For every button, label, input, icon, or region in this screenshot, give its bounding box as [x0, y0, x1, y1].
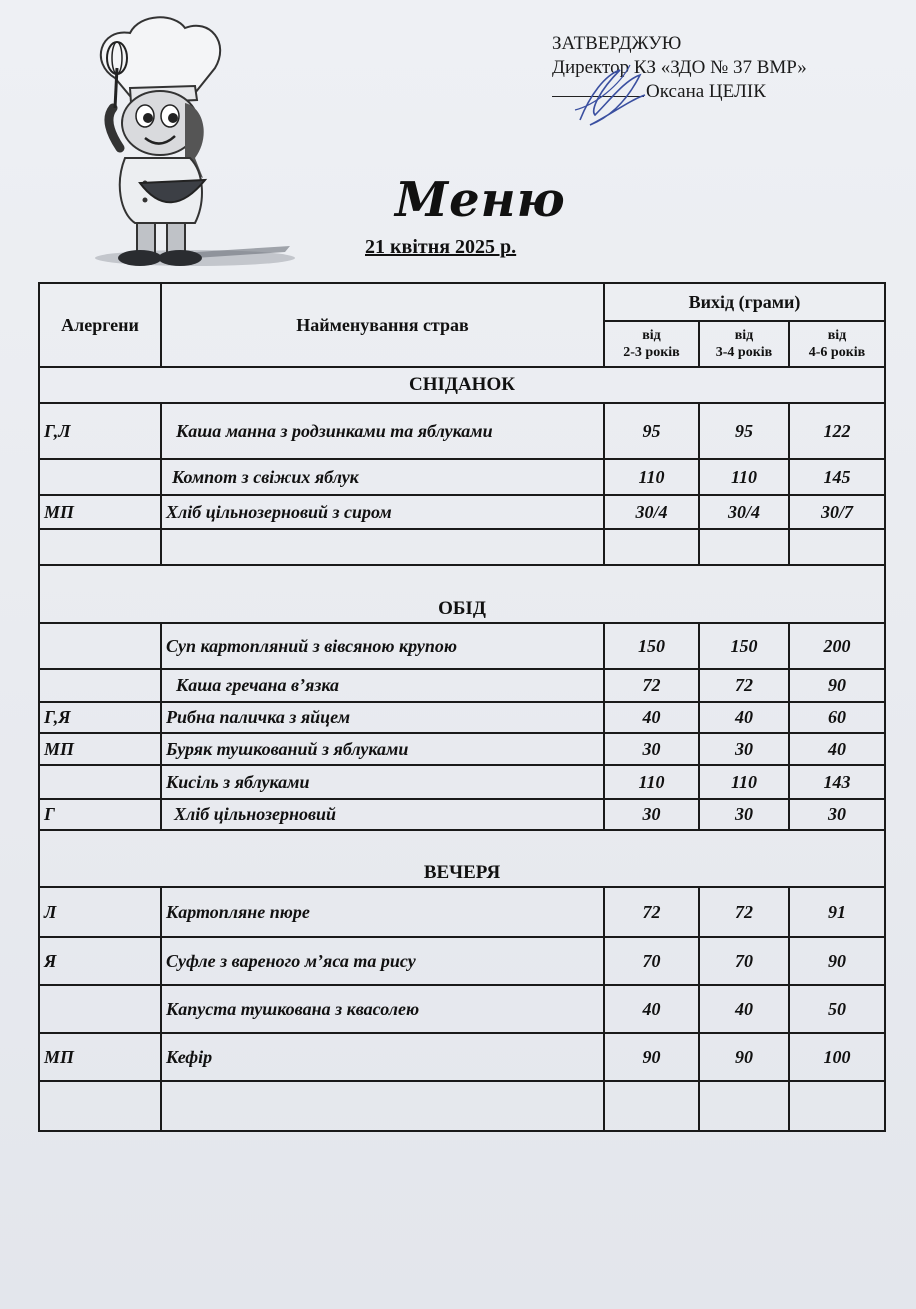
value-age-1: 110: [604, 765, 699, 799]
age-prefix: від: [827, 328, 847, 343]
allergen-cell: [39, 669, 161, 702]
age-prefix: від: [642, 328, 661, 343]
section-title-breakfast: СНІДАНОК: [39, 367, 885, 403]
value-age-1: 40: [604, 702, 699, 733]
value-age-3: 50: [789, 985, 885, 1033]
allergen-cell: Я: [39, 937, 161, 985]
value-age-2: [699, 529, 789, 565]
value-age-1: 95: [604, 403, 699, 459]
director-name: Оксана ЦЕЛІК: [646, 81, 766, 102]
value-age-3: 122: [789, 403, 885, 459]
value-age-2: [699, 1081, 789, 1131]
table-row: [39, 623, 885, 669]
dish-cell: Каша гречана в’язка: [161, 669, 604, 702]
value-age-2: 30: [699, 733, 789, 765]
value-age-3: 60: [789, 702, 885, 733]
value-age-3: 90: [789, 669, 885, 702]
value-age-1: 150: [604, 623, 699, 669]
allergen-cell: Л: [39, 887, 161, 937]
table-row: [39, 799, 885, 830]
table-row: [39, 887, 885, 937]
allergen-cell: [39, 765, 161, 799]
value-age-3: [789, 1081, 885, 1131]
section-title-dinner: ВЕЧЕРЯ: [39, 830, 885, 887]
dish-cell: Буряк тушкований з яблуками: [161, 733, 604, 765]
table-row: [39, 1033, 885, 1081]
dish-cell: Картопляне пюре: [161, 887, 604, 937]
header-age-2: [699, 321, 789, 367]
allergen-cell: [39, 985, 161, 1033]
table-row: [39, 459, 885, 495]
section-row-dinner: [39, 830, 885, 887]
header-output: Вихід (грами): [604, 283, 885, 321]
table-row: [39, 937, 885, 985]
section-row-lunch: [39, 565, 885, 623]
value-age-1: 70: [604, 937, 699, 985]
allergen-cell: [39, 623, 161, 669]
age-range: 3-4 років: [715, 345, 773, 360]
allergen-cell: МП: [39, 733, 161, 765]
value-age-2: 40: [699, 702, 789, 733]
value-age-3: 90: [789, 937, 885, 985]
age-range: 4-6 років: [808, 345, 866, 360]
dish-cell: Кефір: [161, 1033, 604, 1081]
value-age-2: 150: [699, 623, 789, 669]
value-age-3: 30/7: [789, 495, 885, 529]
value-age-1: 30/4: [604, 495, 699, 529]
value-age-3: 143: [789, 765, 885, 799]
value-age-1: [604, 1081, 699, 1131]
value-age-3: 91: [789, 887, 885, 937]
value-age-3: 200: [789, 623, 885, 669]
table-row: [39, 403, 885, 459]
menu-date: 21 квітня 2025 р.: [365, 236, 517, 258]
table-row: [39, 985, 885, 1033]
age-range: 2-3 років: [623, 345, 680, 360]
header-age-1: [604, 321, 699, 367]
allergen-cell: Г: [39, 799, 161, 830]
section-row-breakfast: [39, 367, 885, 403]
age-prefix: від: [734, 328, 754, 343]
dish-cell: Каша манна з родзинками та яблуками: [161, 403, 604, 459]
value-age-2: 30/4: [699, 495, 789, 529]
dish-cell: [161, 1081, 604, 1131]
header-allergens: Алергени: [39, 283, 161, 367]
table-row: [39, 702, 885, 733]
approval-title: ЗАТВЕРДЖУЮ: [552, 33, 682, 54]
value-age-2: 90: [699, 1033, 789, 1081]
table-row: [39, 733, 885, 765]
value-age-2: 70: [699, 937, 789, 985]
director-title: Директор КЗ «ЗДО № 37 ВМР»: [552, 57, 807, 78]
value-age-1: 90: [604, 1033, 699, 1081]
dish-cell: Хліб цільнозерновий з сиром: [161, 495, 604, 529]
value-age-2: 95: [699, 403, 789, 459]
header-row: [39, 283, 885, 321]
dish-cell: Капуста тушкована з квасолею: [161, 985, 604, 1033]
dish-cell: [161, 529, 604, 565]
table-row: [39, 669, 885, 702]
dish-cell: Хліб цільнозерновий: [161, 799, 604, 830]
header-dish-name: Найменування страв: [161, 283, 604, 367]
value-age-1: 72: [604, 669, 699, 702]
allergen-cell: МП: [39, 495, 161, 529]
value-age-2: 110: [699, 765, 789, 799]
allergen-cell: Г,Л: [39, 403, 161, 459]
value-age-3: 30: [789, 799, 885, 830]
signature-mark: [560, 55, 670, 130]
allergen-cell: [39, 1081, 161, 1131]
value-age-2: 72: [699, 669, 789, 702]
value-age-2: 72: [699, 887, 789, 937]
dish-cell: Компот з свіжих яблук: [161, 459, 604, 495]
allergen-cell: [39, 459, 161, 495]
dish-cell: Суфле з вареного м’яса та рису: [161, 937, 604, 985]
value-age-1: 72: [604, 887, 699, 937]
table-row-empty: [39, 1081, 885, 1131]
value-age-2: 40: [699, 985, 789, 1033]
allergen-cell: МП: [39, 1033, 161, 1081]
section-title-lunch: ОБІД: [39, 565, 885, 623]
allergen-cell: [39, 529, 161, 565]
chef-illustration: [45, 8, 295, 278]
table-row: [39, 765, 885, 799]
menu-table: [38, 282, 886, 1132]
dish-cell: Рибна паличка з яйцем: [161, 702, 604, 733]
value-age-2: 30: [699, 799, 789, 830]
value-age-1: 30: [604, 799, 699, 830]
table-row-empty: [39, 529, 885, 565]
value-age-3: 145: [789, 459, 885, 495]
value-age-1: 30: [604, 733, 699, 765]
header-age-3: [789, 321, 885, 367]
table-row: [39, 495, 885, 529]
value-age-2: 110: [699, 459, 789, 495]
value-age-1: [604, 529, 699, 565]
dish-cell: Кисіль з яблуками: [161, 765, 604, 799]
dish-cell: Суп картопляний з вівсяною крупою: [161, 623, 604, 669]
value-age-3: 100: [789, 1033, 885, 1081]
value-age-3: 40: [789, 733, 885, 765]
value-age-1: 110: [604, 459, 699, 495]
value-age-1: 40: [604, 985, 699, 1033]
allergen-cell: Г,Я: [39, 702, 161, 733]
value-age-3: [789, 529, 885, 565]
page-title: Меню: [395, 172, 566, 228]
